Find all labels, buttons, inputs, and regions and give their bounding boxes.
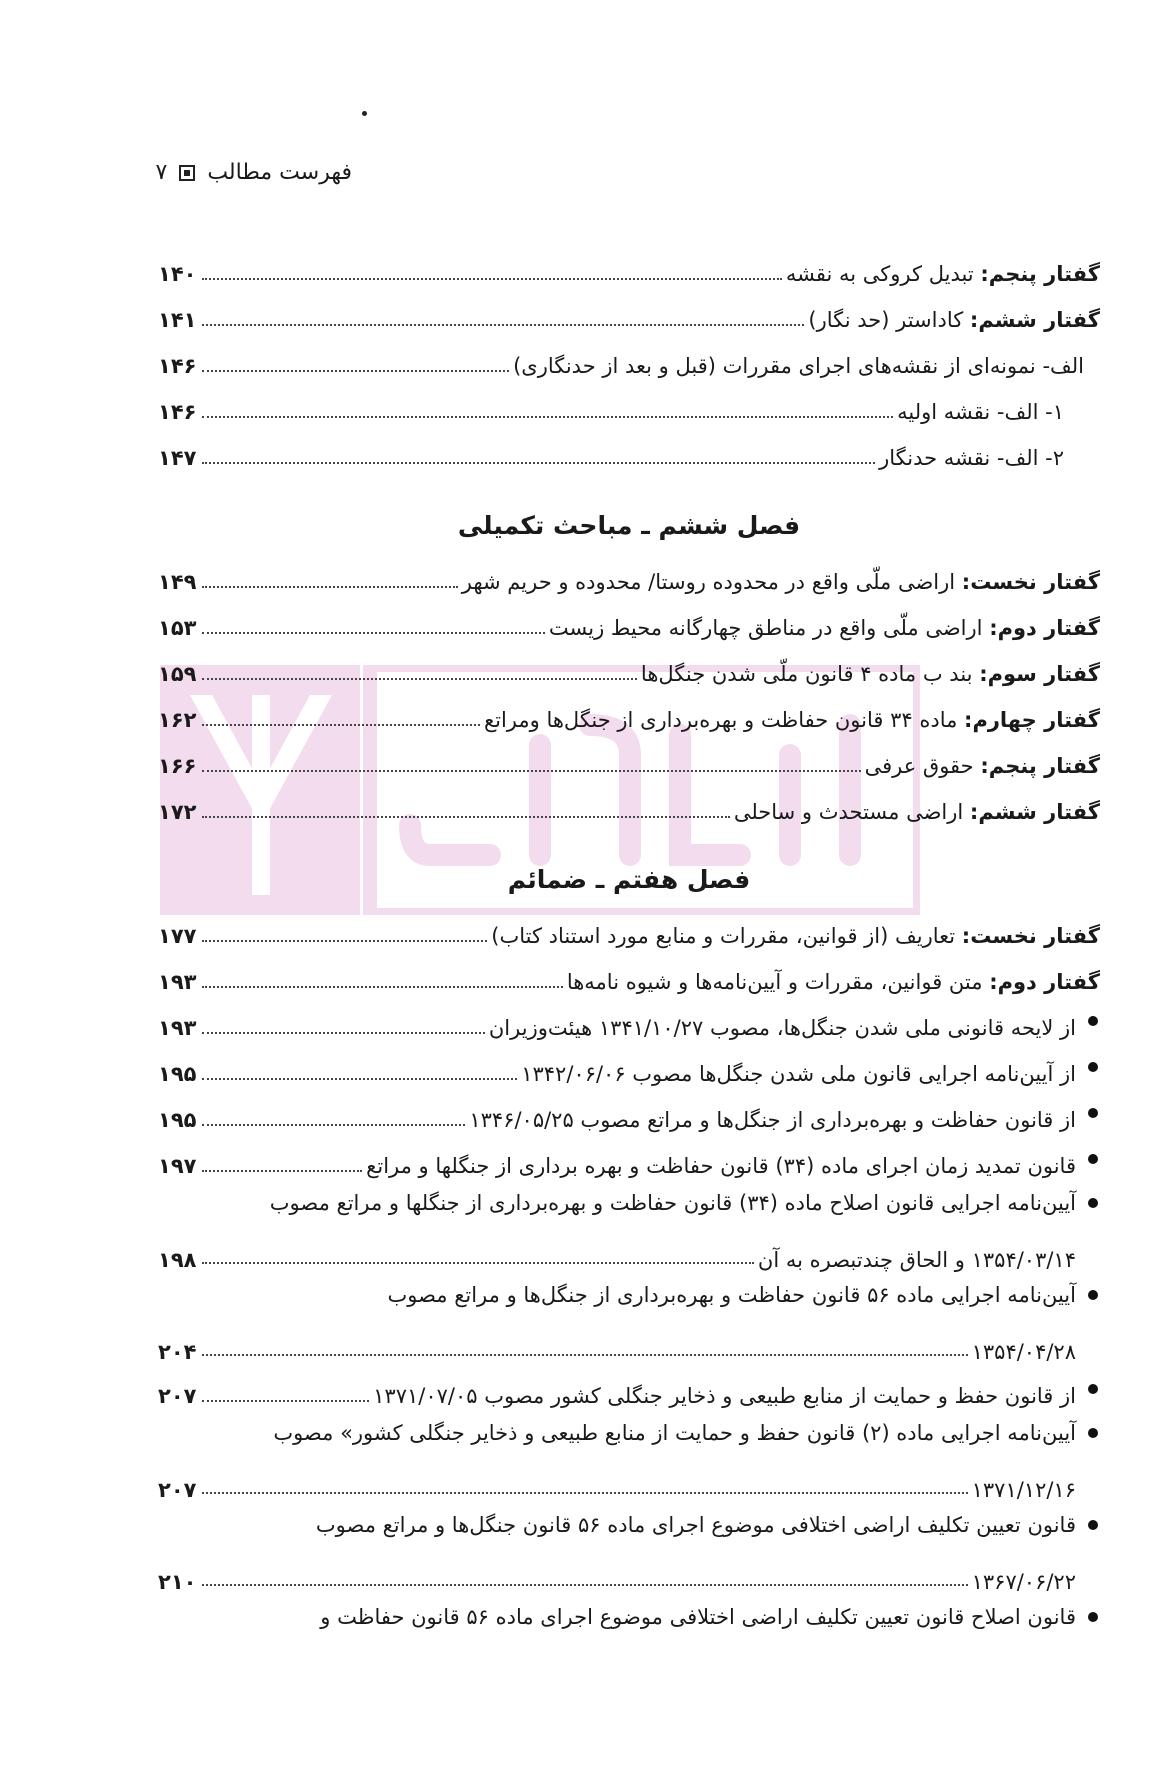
toc-row-title: تبدیل کروکی به نقشه: [785, 261, 974, 286]
dot-leader: [202, 724, 480, 726]
toc-row-title: الف- نمونه‌ای از نقشه‌های اجرای مقررات (قبل و بعد از حدنگاری): [513, 353, 1084, 378]
toc-row-label: گفتار چهارم:: [964, 707, 1100, 732]
toc-bullet-last[interactable]: قانون اصلاح قانون تعیین تکلیف اراضی اختلافی موضوع اجرای ماده ۵۶ قانون حفاظت و: [158, 1594, 1100, 1640]
toc-row-title-line2: ۱۳۷۱/۱۲/۱۶: [971, 1478, 1076, 1502]
toc-row-label: گفتار پنجم:: [980, 261, 1100, 286]
toc-bullet-row[interactable]: [158, 1088, 1100, 1134]
toc-row-label: گفتار ششم:: [969, 799, 1100, 824]
toc-row[interactable]: [158, 642, 1100, 688]
dot-leader: [202, 586, 458, 588]
toc-row-page: ۱۹۸: [158, 1248, 197, 1272]
toc-row-page: ۱۴۶: [158, 399, 197, 424]
toc-row-label: گفتار پنجم:: [980, 753, 1100, 778]
toc-row-page: ۱۵۹: [158, 661, 197, 686]
toc-row[interactable]: [158, 734, 1100, 780]
toc-row-title: اراضی ملّی واقع در مناطق چهارگانه محیط زیست: [548, 615, 983, 640]
toc-row[interactable]: [158, 334, 1100, 380]
toc-bullet-row[interactable]: [158, 1364, 1100, 1410]
toc-row-page: ۱۹۵: [158, 1107, 197, 1132]
toc-row-title-line1: آیین‌نامه اجرایی ماده ۵۶ قانون حفاظت و بهره‌برداری از جنگل‌ها و مراتع مصوب: [158, 1272, 1100, 1318]
toc-row[interactable]: [158, 242, 1100, 288]
square-bullet-icon: [179, 165, 195, 181]
toc-bullet-multiline[interactable]: [158, 1272, 1100, 1364]
ink-dot: [362, 111, 367, 116]
toc-row-page: ۱۴۹: [158, 569, 197, 594]
toc-row-page: ۱۵۳: [158, 615, 197, 640]
dot-leader: [202, 986, 563, 988]
dot-leader: [202, 678, 637, 680]
toc-row-page: ۱۹۳: [158, 1015, 197, 1040]
toc-bullet-multiline[interactable]: [158, 1410, 1100, 1502]
toc-row-page: ۱۴۶: [158, 353, 197, 378]
toc-row[interactable]: [158, 688, 1100, 734]
toc-row-title: قانون تمدید زمان اجرای ماده (۳۴) قانون حفاظت و بهره برداری از جنگلها و مراتع: [366, 1153, 1076, 1178]
dot-leader: [202, 1492, 968, 1494]
dot-leader: [202, 940, 487, 942]
dot-leader: [202, 770, 861, 772]
toc-row-title: ۲- الف- نقشه حدنگار: [879, 445, 1064, 470]
toc-row-page: ۱۶۶: [158, 753, 197, 778]
toc-row-title: کاداستر (حد نگار): [808, 307, 964, 332]
dot-leader: [202, 1354, 968, 1356]
toc-row-title: اراضی مستحدث و ساحلی: [733, 799, 964, 824]
dot-leader: [202, 1584, 968, 1586]
toc-row-title: ماده ۳۴ قانون حفاظت و بهره‌برداری از جنگل‌ها ومراتع: [483, 707, 958, 732]
toc-row-title-line1: آیین‌نامه اجرایی قانون اصلاح ماده (۳۴) قانون حفاظت و بهره‌برداری از جنگلها و مراتع مصوب: [158, 1180, 1100, 1226]
chapter-heading: فصل ششم ـ مباحث تکمیلی: [457, 511, 801, 540]
toc-row-page: ۱۹۳: [158, 969, 197, 994]
toc-row[interactable]: [158, 550, 1100, 596]
toc-bullet-multiline[interactable]: [158, 1180, 1100, 1272]
toc-bullet-multiline[interactable]: [158, 1502, 1100, 1594]
toc-row-label: گفتار دوم:: [989, 615, 1100, 640]
dot-leader: [202, 1400, 369, 1402]
dot-leader: [202, 278, 782, 280]
dot-leader: [202, 816, 730, 818]
dot-leader: [202, 416, 893, 418]
toc-row-page: ۱۷۲: [158, 799, 197, 824]
toc-row[interactable]: [158, 780, 1100, 826]
toc-row-page: ۱۹۷: [158, 1153, 197, 1178]
toc-row-title: ۱- الف- نقشه اولیه: [897, 399, 1064, 424]
toc-row-page: ۱۶۲: [158, 707, 197, 732]
toc-row-title: بند ب ماده ۴ قانون ملّی شدن جنگل‌ها: [640, 661, 973, 686]
toc-row-page: ۱۴۱: [158, 307, 197, 332]
chapter-6-list: [158, 550, 1100, 826]
toc-row-title-line2: ۱۳۶۷/۰۶/۲۲: [971, 1570, 1076, 1594]
toc-row-title: اراضی ملّی واقع در محدوده روستا/ محدوده و حریم شهر: [461, 569, 956, 594]
header-page-number: ۷: [155, 160, 168, 185]
dot-leader: [202, 462, 875, 464]
toc-row-page: ۲۰۴: [158, 1340, 197, 1364]
toc-row-page: ۲۰۷: [158, 1383, 197, 1408]
dot-leader: [202, 632, 545, 634]
toc-bullet-row[interactable]: [158, 1134, 1100, 1180]
table-of-contents: [158, 242, 1100, 1640]
toc-row-title-line1: آیین‌نامه اجرایی ماده (۲) قانون حفظ و حمایت از منابع طبیعی و ذخایر جنگلی کشور» مصوب: [158, 1410, 1100, 1456]
toc-bullet-row[interactable]: [158, 1042, 1100, 1088]
page-header: [156, 160, 353, 185]
dot-leader: [202, 1032, 485, 1034]
toc-row-page: ۱۴۷: [158, 445, 197, 470]
toc-row[interactable]: [158, 288, 1100, 334]
toc-row-page: ۲۱۰: [158, 1570, 197, 1594]
toc-row[interactable]: [158, 426, 1100, 472]
toc-section-continuation: [158, 242, 1100, 472]
toc-row-title-line2: ۱۳۵۴/۰۴/۲۸: [971, 1340, 1076, 1364]
toc-row[interactable]: [158, 596, 1100, 642]
chapter-heading: فصل هفتم ـ ضمائم: [507, 865, 751, 894]
toc-row-label: گفتار ششم:: [969, 307, 1100, 332]
toc-row-title: حقوق عرفی: [864, 753, 974, 778]
toc-row-page: ۱۹۵: [158, 1061, 197, 1086]
toc-row-title: متن قوانین، مقررات و آیین‌نامه‌ها و شیوه نامه‌ها: [566, 969, 983, 994]
toc-row-label: گفتار نخست:: [961, 569, 1100, 594]
header-title: فهرست مطالب: [207, 160, 352, 185]
toc-row-title-line1: قانون تعیین تکلیف اراضی اختلافی موضوع اجرای ماده ۵۶ قانون جنگل‌ها و مراتع مصوب: [158, 1502, 1100, 1548]
toc-row[interactable]: [158, 950, 1100, 996]
toc-row[interactable]: [158, 904, 1100, 950]
toc-row-label: گفتار نخست:: [961, 923, 1100, 948]
toc-row-page: ۱۷۷: [158, 923, 197, 948]
toc-row-page: ۱۴۰: [158, 261, 197, 286]
toc-row-page: ۲۰۷: [158, 1478, 197, 1502]
toc-row-title: از قانون حفظ و حمایت از منابع طبیعی و ذخایر جنگلی کشور مصوب ۱۳۷۱/۰۷/۰۵: [373, 1383, 1076, 1408]
dot-leader: [202, 1124, 465, 1126]
dot-leader: [202, 1170, 362, 1172]
toc-row-title: از آیین‌نامه اجرایی قانون ملی شدن جنگل‌ها مصوب ۱۳۴۲/۰۶/۰۶: [521, 1061, 1076, 1086]
chapter-7-list: [158, 904, 1100, 1640]
toc-bullet-row[interactable]: [158, 996, 1100, 1042]
dot-leader: [202, 370, 509, 372]
toc-row[interactable]: [158, 380, 1100, 426]
toc-row-label: گفتار سوم:: [979, 661, 1100, 686]
toc-row-title: از لایحه قانونی ملی شدن جنگل‌ها، مصوب ۱۳۴۱/۱۰/۲۷ هیئت‌وزیران: [488, 1015, 1076, 1040]
toc-row-title: تعاریف (از قوانین، مقررات و منابع مورد استناد کتاب): [491, 923, 956, 948]
toc-row-label: گفتار دوم:: [989, 969, 1100, 994]
dot-leader: [202, 1262, 754, 1264]
dot-leader: [202, 1078, 517, 1080]
dot-leader: [202, 324, 804, 326]
toc-row-title-line2: ۱۳۵۴/۰۳/۱۴ و الحاق چندتبصره به آن: [757, 1248, 1076, 1272]
toc-row-title: از قانون حفاظت و بهره‌برداری از جنگل‌ها و مراتع مصوب ۱۳۴۶/۰۵/۲۵: [469, 1107, 1076, 1132]
